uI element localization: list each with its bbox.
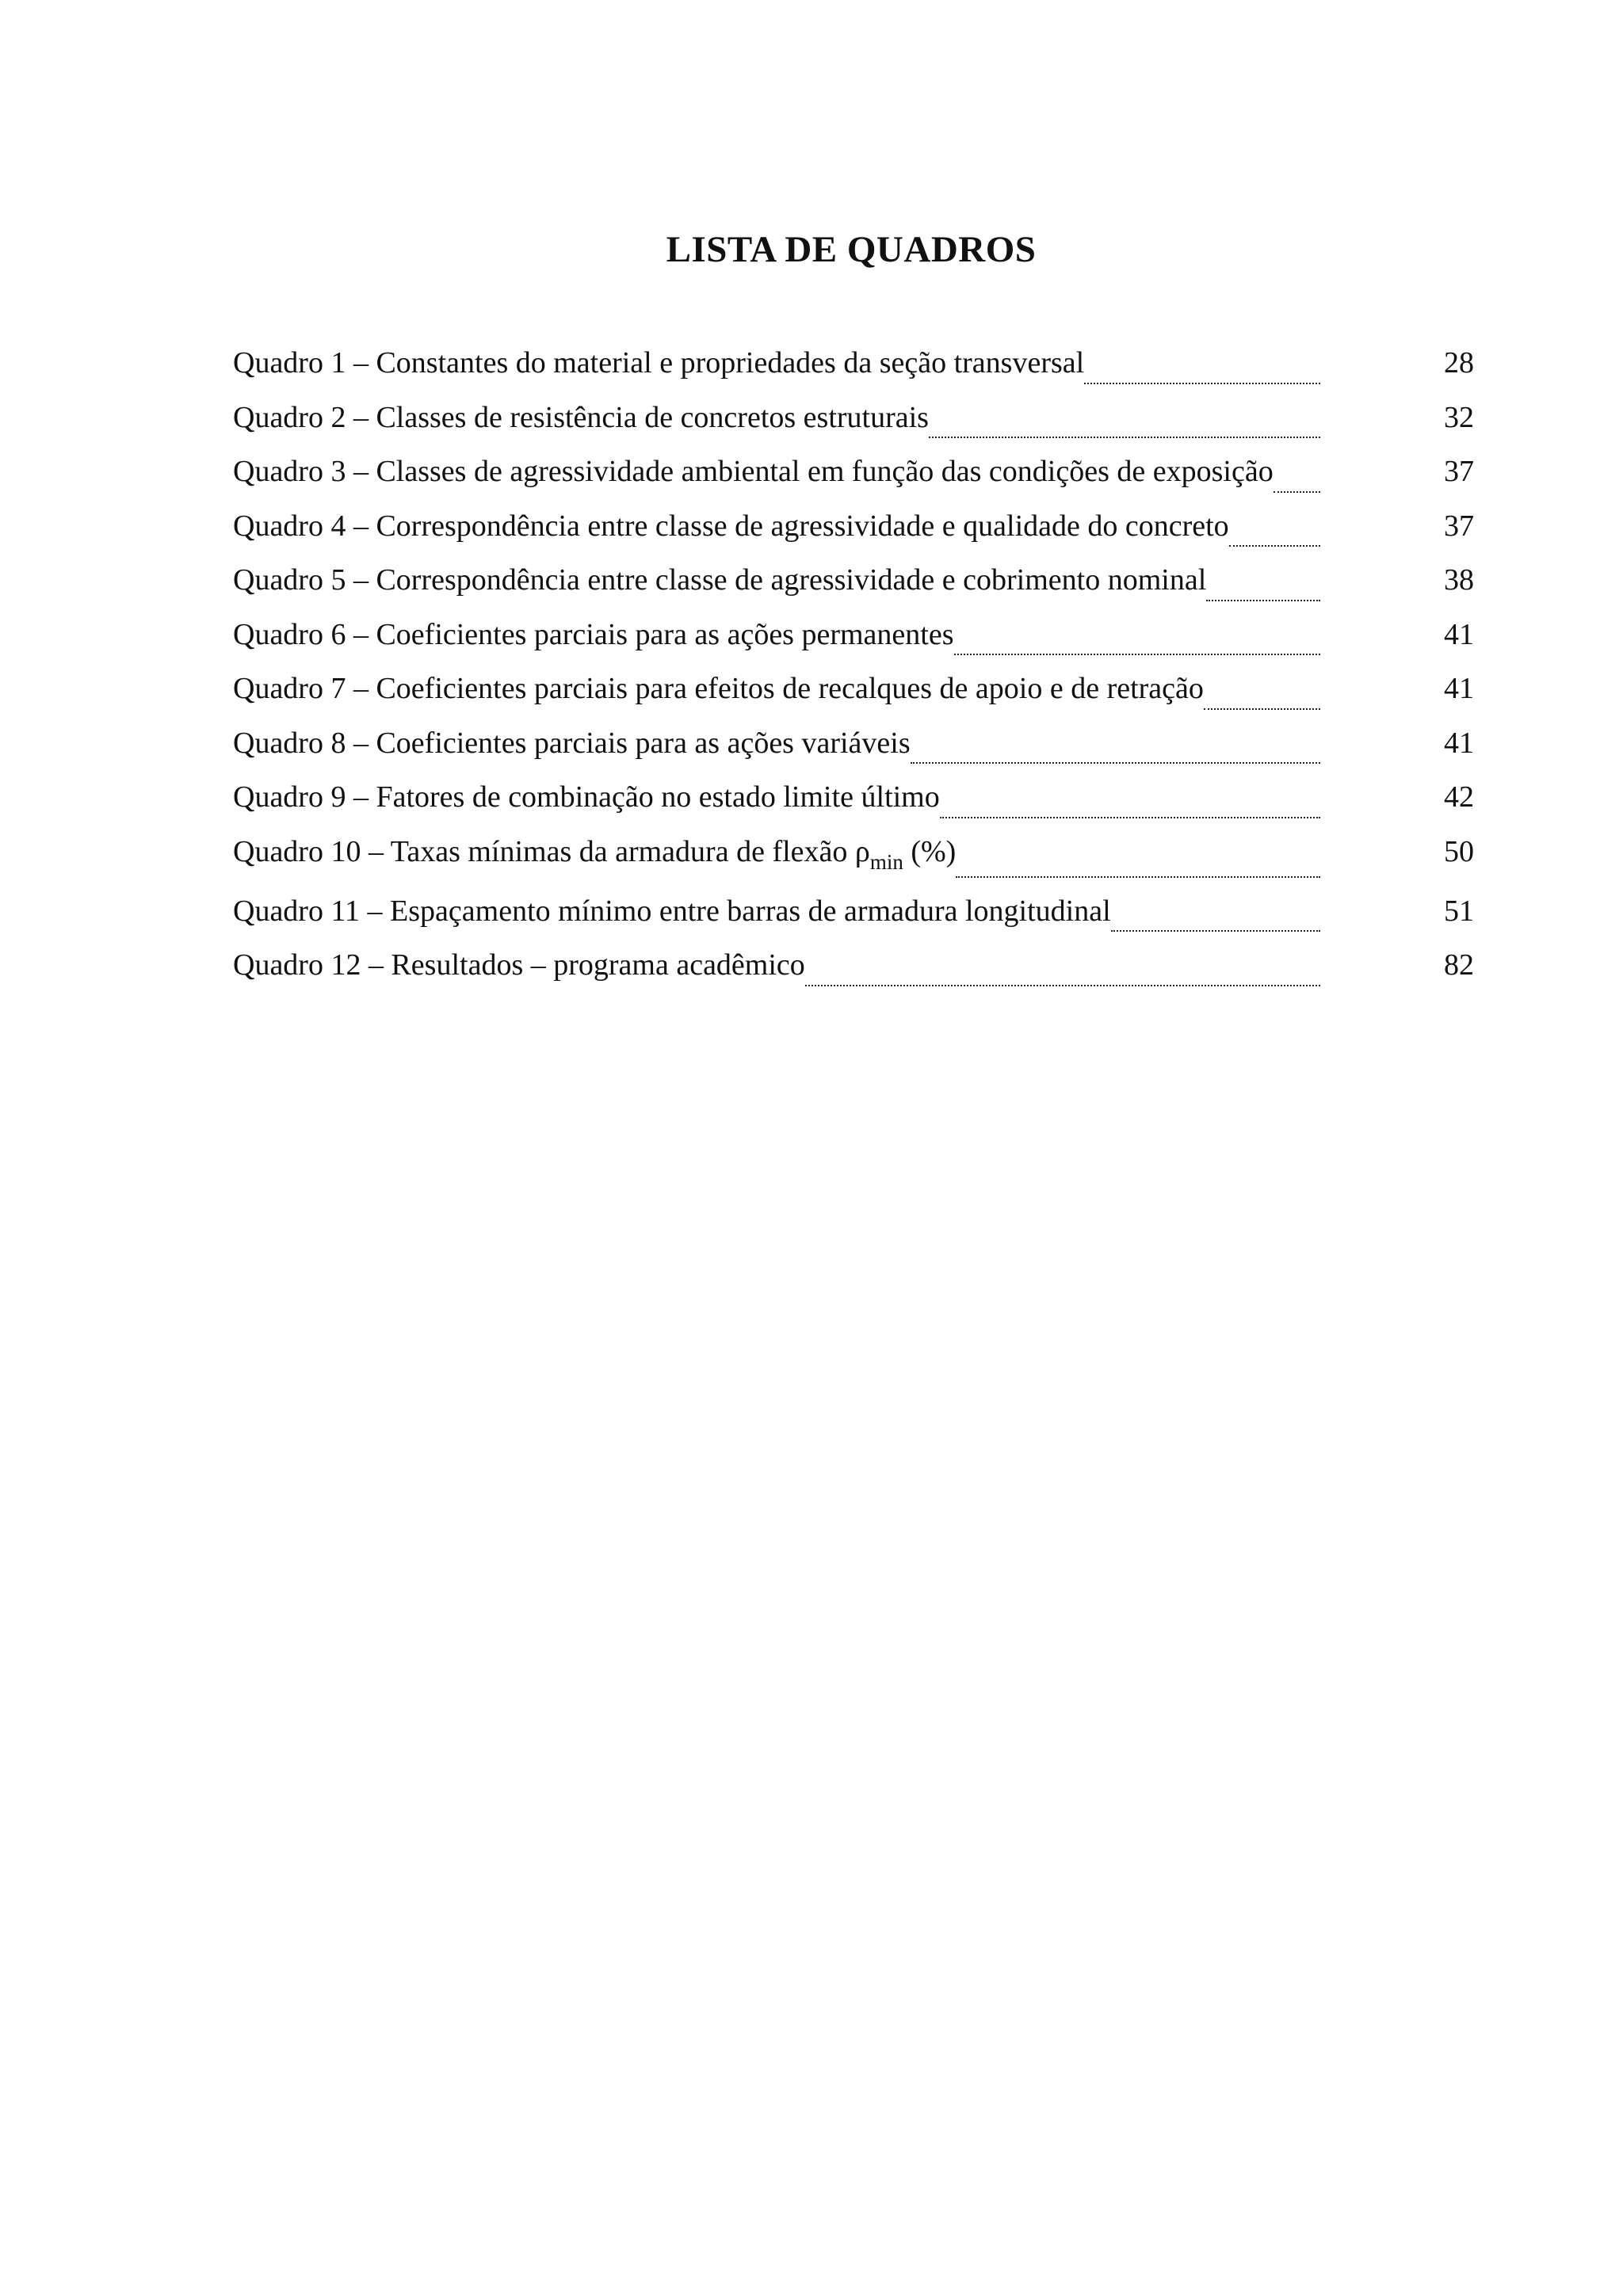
toc-entry-label-subscript: min <box>869 849 903 874</box>
toc-entry[interactable] <box>233 339 1474 394</box>
toc-leader <box>1274 448 1320 502</box>
toc-entry-label: Quadro 3 – Classes de agressividade ambiental em função das condições de exposição <box>233 455 1274 488</box>
toc-leader <box>1111 887 1320 942</box>
toc-entry-label: Quadro 1 – Constantes do material e propriedades da seção transversal <box>233 346 1085 379</box>
table-of-contents <box>233 339 1474 996</box>
toc-entry-label: Quadro 11 – Espaçamento mínimo entre barras de armadura longitudinal <box>233 894 1111 928</box>
toc-entry-label: Quadro 2 – Classes de resistência de concretos estruturais <box>233 400 929 434</box>
toc-leader <box>805 941 1320 996</box>
toc-entry-page: 82 <box>1444 948 1474 982</box>
toc-leader <box>929 394 1320 448</box>
toc-entry[interactable] <box>233 773 1474 828</box>
toc-entry-label: Quadro 9 – Fatores de combinação no estado limite último <box>233 780 940 814</box>
toc-entry-page: 42 <box>1444 780 1474 814</box>
toc-entry-page: 32 <box>1444 400 1474 434</box>
toc-entry-page: 37 <box>1444 455 1474 488</box>
toc-entry-label: Quadro 12 – Resultados – programa acadêmico <box>233 948 805 982</box>
toc-entry-label: Quadro 4 – Correspondência entre classe de agressividade e qualidade do concreto <box>233 509 1229 543</box>
toc-leader <box>940 773 1320 828</box>
toc-entry-label-suffix: (%) <box>903 834 957 868</box>
toc-entry[interactable] <box>233 941 1474 996</box>
toc-leader <box>1204 665 1320 719</box>
toc-entry[interactable] <box>233 665 1474 719</box>
toc-entry-label: Quadro 6 – Coeficientes parciais para as ações permanentes <box>233 617 954 651</box>
toc-entry[interactable] <box>233 448 1474 502</box>
toc-entry-page: 37 <box>1444 509 1474 543</box>
toc-entry-page: 41 <box>1444 672 1474 705</box>
toc-leader <box>1229 502 1320 557</box>
page-title: LISTA DE QUADROS <box>666 229 1037 270</box>
toc-entry[interactable] <box>233 611 1474 666</box>
toc-entry[interactable] <box>233 719 1474 774</box>
toc-leader <box>956 828 1320 887</box>
toc-entry[interactable] <box>233 556 1474 611</box>
toc-entry-page: 28 <box>1444 346 1474 379</box>
toc-entry[interactable] <box>233 502 1474 557</box>
toc-leader <box>954 611 1321 666</box>
toc-entry-label: Quadro 8 – Coeficientes parciais para as ações variáveis <box>233 726 911 760</box>
toc-leader <box>1206 556 1320 611</box>
toc-entry-label <box>233 828 956 875</box>
toc-entry-page: 50 <box>1444 834 1474 868</box>
toc-entry-page: 41 <box>1444 617 1474 651</box>
toc-entry-label: Quadro 5 – Correspondência entre classe de agressividade e cobrimento nominal <box>233 563 1207 597</box>
toc-entry[interactable] <box>233 887 1474 942</box>
toc-entry-page: 41 <box>1444 726 1474 760</box>
toc-leader <box>1084 339 1320 394</box>
toc-entry-label-main: Quadro 10 – Taxas mínimas da armadura de flexão ρ <box>233 834 870 868</box>
toc-entry-label: Quadro 7 – Coeficientes parciais para efeitos de recalques de apoio e de retração <box>233 672 1204 705</box>
toc-entry[interactable] <box>233 828 1474 887</box>
toc-entry[interactable] <box>233 394 1474 448</box>
toc-leader <box>911 719 1320 774</box>
toc-entry-page: 51 <box>1444 894 1474 928</box>
toc-entry-page: 38 <box>1444 563 1474 597</box>
